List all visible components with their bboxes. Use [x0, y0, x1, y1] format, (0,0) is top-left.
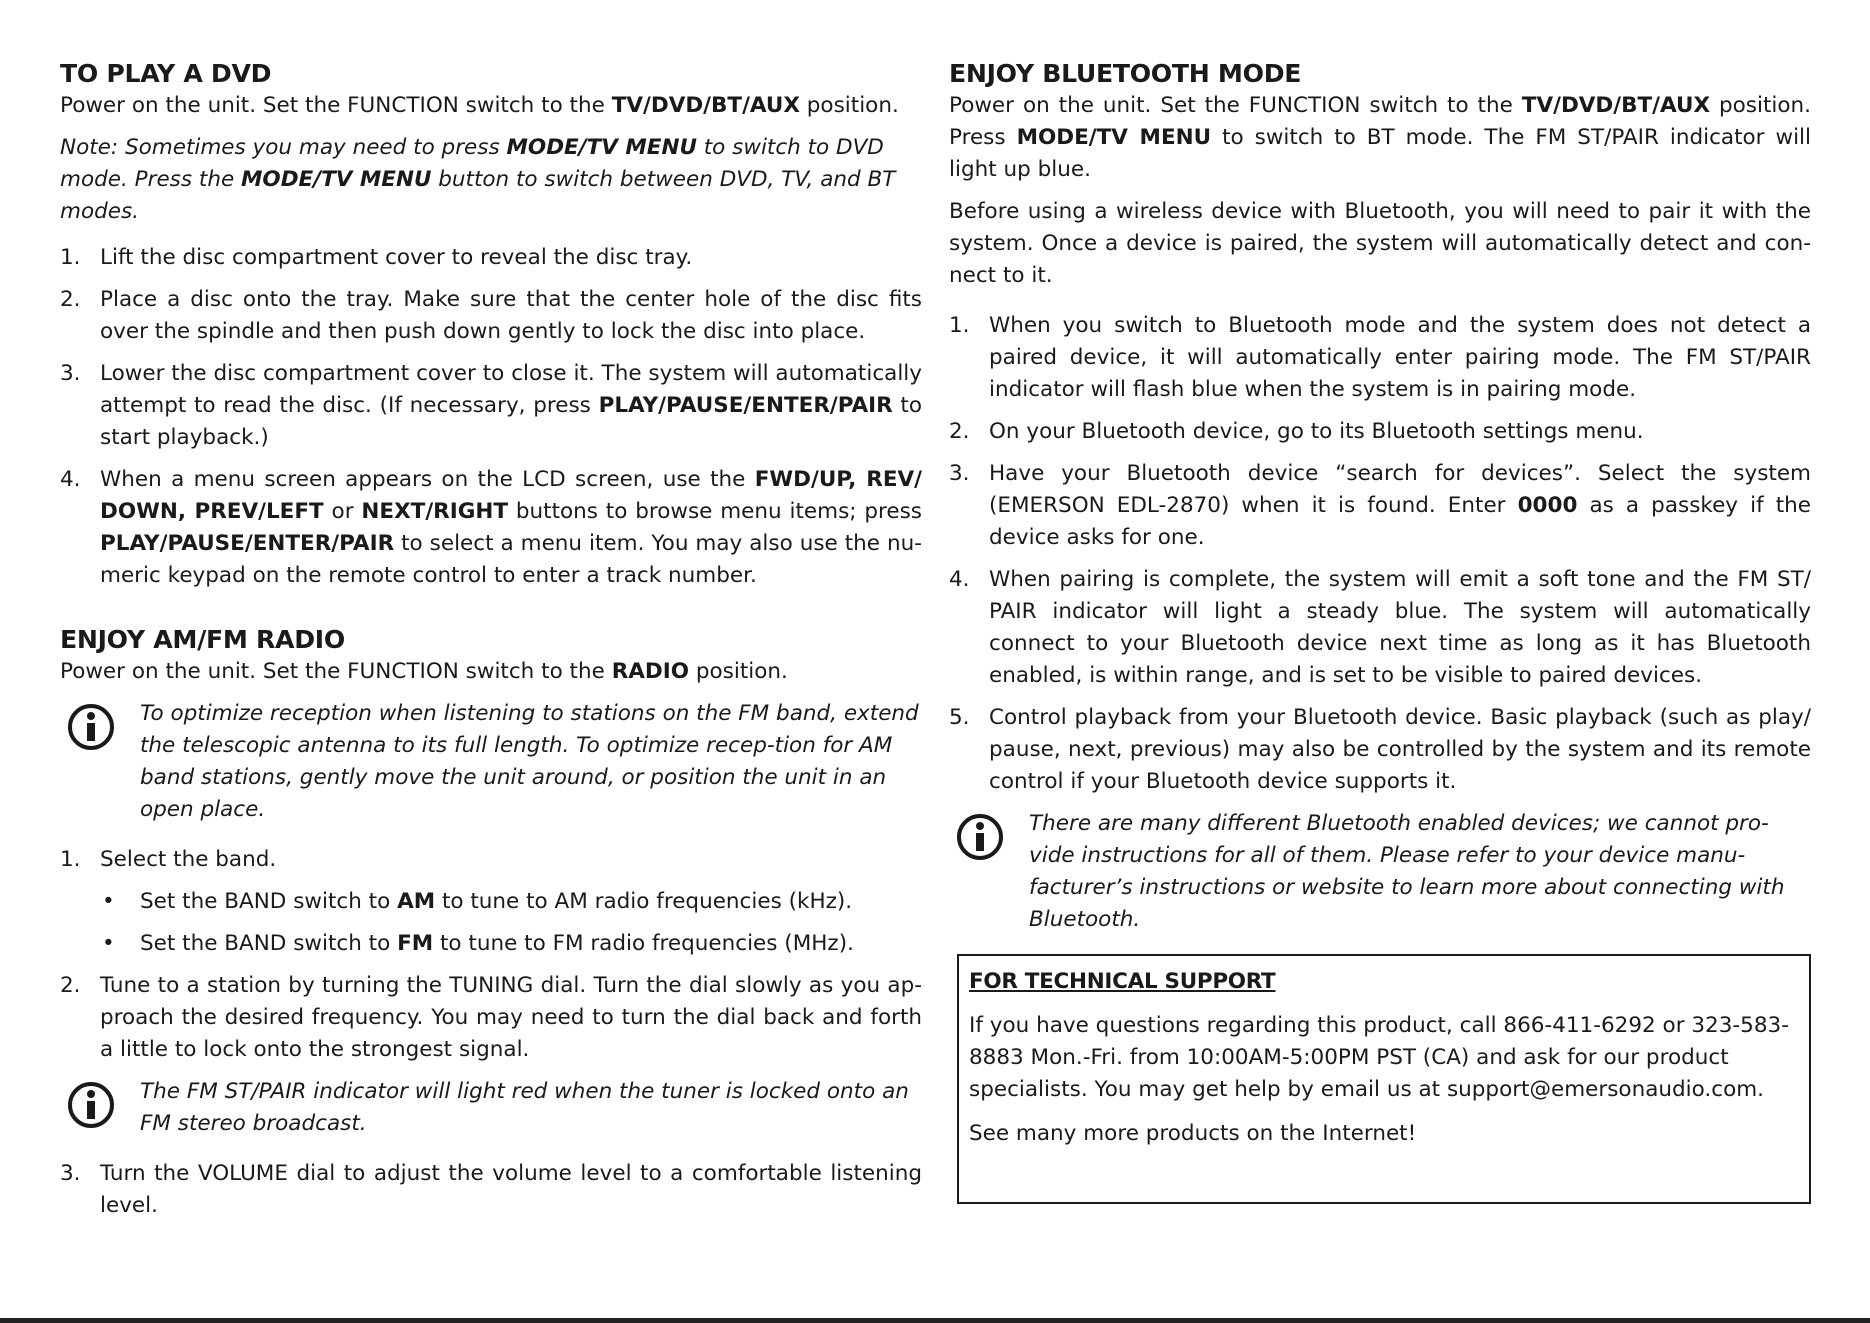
step-bold: PLAY/PAUSE/ENTER/PAIR — [100, 531, 395, 556]
step-text: Lift the disc compartment cover to reveal the disc tray. — [100, 245, 693, 270]
right-column — [949, 58, 1811, 1204]
step-text: buttons to browse menu items; press — [508, 499, 922, 524]
bt-step-5 — [949, 702, 1811, 798]
dvd-note — [60, 132, 922, 228]
left-column — [60, 58, 922, 1232]
bt-heading: ENJOY BLUETOOTH MODE — [949, 59, 1302, 88]
info-text: There are many different Bluetooth enabled devices; we cannot pro-vide instructions for all of them. Please refer to your device manu-facturer’s instructions or website to learn more about connecting with Bluetooth. — [1029, 811, 1785, 932]
bullet-text-end: to tune to FM radio frequencies (MHz). — [433, 931, 854, 956]
step-number: 1. — [60, 847, 81, 872]
step-text: Select the band. — [100, 847, 277, 872]
radio-step-2 — [60, 970, 922, 1066]
bt-intro-bold-d: MODE/TV MENU — [1016, 125, 1212, 150]
step-number: 5. — [949, 705, 970, 730]
dvd-step-3 — [60, 358, 922, 454]
radio-heading: ENJOY AM/FM RADIO — [60, 625, 345, 654]
bt-step-1 — [949, 310, 1811, 406]
step-text: On your Bluetooth device, go to its Bluetooth settings menu. — [989, 419, 1644, 444]
dvd-intro-end: position. — [799, 93, 899, 118]
bt-info-note — [949, 808, 1811, 936]
bt-step-2 — [949, 416, 1811, 448]
dvd-heading: TO PLAY A DVD — [60, 59, 272, 88]
page-bottom-rule — [0, 1318, 1870, 1323]
bullet-dot: • — [102, 889, 115, 914]
band-am-bullet — [60, 886, 922, 918]
step-text: Tune to a station by turning the TUNING dial. Turn the dial slowly as you ap-proach the desired frequency. You may need to turn the dial back and forth a little to lock onto the strongest signal. — [100, 973, 922, 1062]
bt-steps — [949, 310, 1811, 798]
bt-pairing-paragraph: Before using a wireless device with Bluetooth, you will need to pair it with the system. Once a device is paired, the system will automatically detect and con-nect to it. — [949, 199, 1811, 288]
bt-intro — [949, 90, 1811, 186]
step-bold: FWD/UP, REV/ DOWN, PREV/LEFT — [100, 467, 922, 524]
step-text-end: to select a menu item. You may also use the nu-meric keypad on the remote control to enter a track number. — [100, 531, 922, 588]
dvd-step-1 — [60, 242, 922, 274]
step-text: Turn the VOLUME dial to adjust the volume level to a comfortable listening level. — [100, 1161, 922, 1218]
bullet-bold: FM — [397, 931, 434, 956]
step-number: 3. — [60, 361, 81, 386]
step-text-end: to start playback.) — [100, 393, 922, 450]
step-text: Lower the disc compartment cover to close it. The system will automatically attempt to read the disc. (If necessary, press — [100, 361, 922, 418]
bt-intro-text-c: position. Press — [949, 93, 1811, 150]
note-text-e: button to switch between DVD, TV, and BT modes. — [60, 167, 896, 224]
radio-steps-cont — [60, 970, 922, 1066]
bullet-bold: AM — [397, 889, 436, 914]
bt-step-3 — [949, 458, 1811, 554]
note-text-c: to switch to DVD mode. Press the — [60, 135, 884, 192]
dvd-step-4 — [60, 464, 922, 592]
bt-intro-end: to switch to BT mode. The FM ST/PAIR indicator will light up blue. — [949, 125, 1811, 182]
support-more-products: See many more products on the Internet! — [969, 1121, 1417, 1146]
bt-step-4 — [949, 564, 1811, 692]
bt-intro-bold: TV/DVD/BT/AUX — [1521, 93, 1711, 118]
bullet-text: Set the BAND switch to — [140, 931, 398, 956]
tech-support-box — [957, 954, 1811, 1204]
dvd-intro — [60, 90, 922, 122]
step-text: When you switch to Bluetooth mode and the system does not detect a paired device, it will automatically enter pairing mode. The FM ST/PAIR indicator will flash blue when the system is in pairing mode. — [989, 313, 1811, 402]
support-contact: If you have questions regarding this product, call 866-411-6292 or 323-583-8883 Mon.-Fri. from 10:00AM-5:00PM PST (CA) and ask for our product specialists. You may get help by email us at support@emersonaudio.com. — [969, 1013, 1789, 1102]
dvd-intro-bold: TV/DVD/BT/AUX — [611, 93, 800, 118]
support-title: FOR TECHNICAL SUPPORT — [969, 969, 1276, 994]
step-text: When a menu screen appears on the LCD screen, use the — [100, 467, 755, 492]
info-icon — [66, 1080, 116, 1130]
info-icon — [955, 812, 1005, 862]
info-text: The FM ST/PAIR indicator will light red when the tuner is locked onto an FM stereo broadcast. — [140, 1079, 909, 1136]
step-text: Have your Bluetooth device “search for devices”. Select the system (EMERSON EDL-2870) when it is found. Enter — [989, 461, 1811, 518]
radio-step-3 — [60, 1158, 922, 1222]
step-number: 1. — [949, 313, 970, 338]
step-bold: PLAY/PAUSE/ENTER/PAIR — [598, 393, 893, 418]
step-text: When pairing is complete, the system will emit a soft tone and the FM ST/ PAIR indicator will light a steady blue. The system will automatically connect to your Bluetooth device next time as long as it has Bluetooth enabled, is within range, and is set to be visible to paired devices. — [989, 567, 1811, 688]
step-number: 2. — [60, 973, 81, 998]
radio-intro-text: Power on the unit. Set the FUNCTION switch to the — [60, 659, 612, 684]
radio-intro — [60, 656, 922, 688]
radio-info-note — [60, 698, 922, 826]
step-number: 4. — [949, 567, 970, 592]
note-bold-d: MODE/TV MENU — [241, 167, 432, 192]
radio-intro-end: position. — [689, 659, 788, 684]
passkey: 0000 — [1517, 493, 1578, 518]
radio-intro-bold: RADIO — [611, 659, 690, 684]
bullet-dot: • — [102, 931, 115, 956]
step-number: 3. — [949, 461, 970, 486]
step-number: 3. — [60, 1161, 81, 1186]
bullet-text: Set the BAND switch to — [140, 889, 398, 914]
radio-steps — [60, 844, 922, 876]
step-text-end: as a passkey if the device asks for one. — [989, 493, 1811, 550]
info-icon — [66, 702, 116, 752]
dvd-intro-text: Power on the unit. Set the FUNCTION switch to the — [60, 93, 612, 118]
bt-intro-text: Power on the unit. Set the FUNCTION switch to the — [949, 93, 1522, 118]
dvd-step-2 — [60, 284, 922, 348]
radio-steps-final — [60, 1158, 922, 1222]
info-text: To optimize reception when listening to stations on the FM band, extend the telescopic antenna to its full length. To optimize recep-tion for AM band stations, gently move the unit around, or position the unit in an open place. — [140, 701, 919, 822]
radio-stereo-note — [60, 1076, 922, 1140]
radio-step-1 — [60, 844, 922, 876]
note-bold-b: MODE/TV MENU — [506, 135, 697, 160]
note-text-a: Note: Sometimes you may need to press — [60, 135, 507, 160]
step-bold: NEXT/RIGHT — [361, 499, 509, 524]
step-text: Place a disc onto the tray. Make sure that the center hole of the disc fits over the spindle and then push down gently to lock the disc into place. — [100, 287, 922, 344]
step-number: 2. — [60, 287, 81, 312]
step-text: Control playback from your Bluetooth device. Basic playback (such as play/ pause, next, previous) may also be controlled by the system and its remote control if your Bluetooth device supports it. — [989, 705, 1811, 794]
step-number: 2. — [949, 419, 970, 444]
band-fm-bullet — [60, 928, 922, 960]
bullet-text-end: to tune to AM radio frequencies (kHz). — [435, 889, 853, 914]
step-number: 1. — [60, 245, 81, 270]
dvd-steps — [60, 242, 922, 592]
step-number: 4. — [60, 467, 81, 492]
step-text: or — [323, 499, 362, 524]
